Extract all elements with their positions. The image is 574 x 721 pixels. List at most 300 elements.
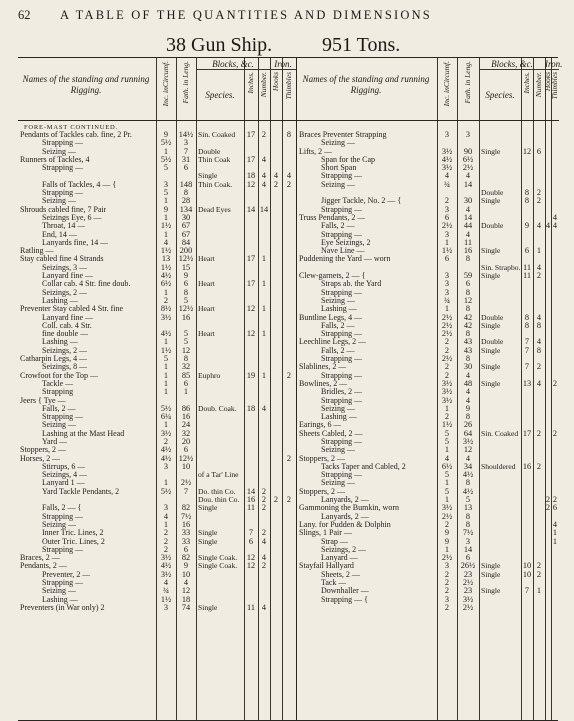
circumference-cell: 2 (444, 337, 450, 347)
length-cell: 43 (463, 337, 473, 347)
length-cell: 4 (465, 229, 471, 239)
table-row (297, 463, 559, 471)
length-cell: 4½ (462, 486, 474, 496)
rigging-name: Seizing — (321, 296, 355, 305)
length-cell: 59 (463, 271, 473, 281)
number-cell: 2 (261, 130, 267, 139)
length-cell: 24 (181, 420, 191, 430)
rigging-name: Shrouds cabled fine, 7 Pair (20, 205, 107, 214)
table-row (297, 222, 559, 230)
circumference-cell: 1 (163, 420, 169, 430)
rigging-name: Lanyard 1 — (42, 479, 85, 488)
number-cell: 2 (536, 461, 542, 471)
table-row (18, 214, 296, 222)
table-row (18, 513, 296, 521)
rigging-name: Buntline Legs, 4 — (299, 313, 363, 322)
circumference-cell: 3½ (160, 312, 172, 322)
number-cell: 4 (536, 312, 542, 322)
length-cell: 8 (465, 354, 471, 364)
length-cell: 4 (183, 578, 189, 588)
length-cell: 8 (465, 329, 471, 339)
table-row (297, 139, 559, 147)
rigging-name: Throat, 14 — (42, 222, 86, 231)
species-cell: Single (481, 587, 501, 596)
table-row (18, 587, 296, 595)
rigging-name: Tacks Taper and Cabled, 2 (321, 462, 406, 471)
circumference-cell: 5 (163, 354, 169, 364)
rigging-name: Inner Tric. Lines, 2 (42, 529, 104, 538)
number-cell: 1 (261, 279, 267, 289)
table-row (18, 239, 296, 247)
circumference-cell: 3 (163, 179, 169, 189)
inches-cell: 12 (246, 304, 256, 314)
inches-cell: 8 (524, 312, 530, 322)
rigging-name: Clew-garnets, 2 — { (299, 272, 366, 281)
rigging-name: Strapping — (321, 330, 363, 339)
rigging-name: Stayfail Hallyard (299, 562, 354, 571)
rigging-name: Seizing — (42, 520, 76, 529)
rigging-name: Strapping — (321, 355, 363, 364)
circumference-cell: 1½ (160, 345, 172, 355)
rigging-name: Lanyards fine, 14 — (42, 238, 109, 247)
rigging-name: Strapping — (42, 189, 84, 198)
length-cell: 7½ (180, 511, 192, 521)
length-cell: 8 (183, 354, 189, 364)
length-cell: 11 (464, 237, 472, 247)
rigging-name: Strapping — (321, 396, 363, 405)
length-cell: 12½ (178, 254, 194, 264)
rigging-name: Falls, 2 — (42, 404, 76, 413)
rigging-name: Seizing — (321, 139, 355, 148)
species-cell: Single (481, 363, 501, 372)
thimbles-cell: 2 (552, 495, 558, 505)
circumference-cell: 3 (444, 229, 450, 239)
length-cell: 7 (183, 146, 189, 156)
circumference-cell: 3½ (441, 378, 453, 388)
species-cell: Single (481, 570, 501, 579)
length-cell: 5 (183, 337, 189, 347)
table-row (297, 247, 559, 255)
table-row (297, 604, 559, 612)
number-cell: 2 (261, 561, 267, 571)
inches-cell: 8 (524, 320, 530, 330)
inches-cell: 7 (248, 528, 254, 538)
species-cell: Euphro (198, 371, 221, 380)
table-row (297, 430, 559, 438)
circumference-cell: 6½ (441, 461, 453, 471)
species-cell: Single (198, 172, 218, 181)
species-cell: Single (481, 147, 501, 156)
number-cell: 2 (261, 495, 267, 505)
circumference-cell: 3 (163, 602, 169, 612)
rigging-name: Preventer Stay cabled 4 Str. fine (20, 305, 124, 314)
length-cell: 28 (181, 196, 191, 206)
table-row (18, 289, 296, 297)
rigging-name: Crowfoot for the Top — (20, 371, 98, 380)
table-row (18, 206, 296, 214)
table-row (297, 571, 559, 579)
rigging-name: Braces, 2 — (20, 554, 60, 563)
number-cell: 4 (261, 403, 267, 413)
rigging-name: Strapping — (321, 205, 363, 214)
number-cell: 1 (536, 246, 542, 256)
length-cell: 32 (181, 428, 191, 438)
table-row (18, 504, 296, 512)
rigging-name: Short Span (321, 164, 357, 173)
thimbles-cell: 4 (286, 171, 292, 181)
table-row (297, 322, 559, 330)
rigging-name: Seizing — (42, 587, 76, 596)
inches-cell: 13 (522, 378, 532, 388)
species-cell: Double (481, 338, 504, 347)
table-row (18, 372, 296, 380)
table-row (297, 596, 559, 604)
number-cell: 14 (259, 204, 269, 214)
species-cell: Double (481, 189, 504, 198)
rigging-name: Stoppers, 2 — (299, 454, 345, 463)
circumference-cell: 5½ (160, 403, 172, 413)
circumference-cell: 3 (444, 287, 450, 297)
table-row (297, 413, 559, 421)
circumference-cell: 3 (444, 271, 450, 281)
rigging-name: Strapping — (321, 437, 363, 446)
table-row (18, 305, 296, 313)
section-label: FORE-MAST CONTINUED. (24, 124, 118, 131)
inches-column-header: Inches. (246, 72, 255, 94)
circumference-cell: 1 (163, 362, 169, 372)
circumference-cell: 2 (444, 345, 450, 355)
number-cell: 8 (536, 320, 542, 330)
hooks-cell: 2 (545, 503, 551, 513)
circumference-cell: 3½ (441, 503, 453, 513)
rigging-name: Pendants of Tackles cab. fine, 2 Pr. (20, 131, 132, 139)
number-cell: 4 (261, 536, 267, 546)
rigging-name: Ratling — (20, 247, 54, 256)
rigging-name: Lashing — (42, 595, 78, 604)
page-title: A TABLE OF THE QUANTITIES AND DIMENSIONS (60, 8, 432, 22)
table-row (297, 148, 559, 156)
rigging-name: fine double — (42, 330, 89, 339)
number-cell: 4 (261, 553, 267, 563)
table-row (297, 338, 559, 346)
rigging-name: End, 14 — (42, 230, 77, 239)
species-column-header: Species. (485, 90, 515, 100)
table-row (297, 521, 559, 529)
circumference-cell: 2 (444, 519, 450, 529)
circumference-cell: 2 (444, 196, 450, 206)
inches-cell: 8 (524, 196, 530, 206)
table-row (297, 529, 559, 537)
table-row (18, 446, 296, 454)
length-cell: 6 (183, 445, 189, 455)
table-row (297, 455, 559, 463)
thimbles-cell: 4 (552, 221, 558, 231)
species-cell: of a Tar' Line (198, 471, 239, 480)
rigging-name: Stirrups, 6 — (42, 462, 86, 471)
table-row (297, 272, 559, 280)
inches-cell: 12 (246, 179, 256, 189)
length-cell: 4 (465, 171, 471, 181)
circumference-cell: 1½ (441, 420, 453, 430)
table-row (297, 330, 559, 338)
left-half-table (18, 58, 296, 720)
circumference-cell: 2 (444, 370, 450, 380)
length-cell: 12 (463, 445, 473, 455)
length-cell: 8 (465, 511, 471, 521)
length-cell: 82 (181, 553, 191, 563)
table-row (297, 438, 559, 446)
table-row (297, 214, 559, 222)
circumference-cell: 6 (444, 254, 450, 264)
inches-cell: 18 (246, 171, 256, 181)
table-row (18, 562, 296, 570)
species-cell: Double (481, 313, 504, 322)
circumference-cell: 1 (163, 146, 169, 156)
hooks-cell: 2 (273, 495, 279, 505)
rigging-name: Lanyard fine — (42, 313, 94, 322)
length-cell: 84 (181, 237, 191, 247)
circumference-cell: 2 (163, 528, 169, 538)
rigging-name: Braces Preventer Strapping (299, 131, 387, 139)
length-cell: 42 (463, 320, 473, 330)
table-row (18, 181, 296, 189)
length-cell: 86 (181, 403, 191, 413)
circumference-cell: 1 (163, 212, 169, 222)
rigging-name: Jigger Tackle, No. 2 — { (321, 197, 402, 206)
circumference-cell: 3 (444, 130, 450, 139)
species-column-header: Species. (205, 90, 235, 100)
species-cell: Heart (198, 330, 215, 339)
circumference-cell: 3½ (441, 395, 453, 405)
inches-column-header: Inches. (522, 72, 531, 94)
circumference-cell: 6½ (160, 279, 172, 289)
rigging-name: Bridles, 2 — (321, 388, 363, 397)
inches-cell: 11 (523, 262, 531, 272)
ship-tonnage: 951 Tons. (322, 34, 401, 56)
length-cell: 16 (181, 519, 191, 529)
circumference-cell: 3 (444, 594, 450, 604)
length-cell: 8 (465, 254, 471, 264)
table-row (297, 197, 559, 205)
header-rule (18, 120, 296, 121)
rigging-name: Seizings, 2 — (42, 346, 88, 355)
length-cell: 16 (181, 412, 191, 422)
circumference-cell: 3½ (160, 553, 172, 563)
table-row (18, 255, 296, 263)
table-row (18, 413, 296, 421)
number-column-header: Number. (259, 72, 268, 98)
rigging-name: Lashing — (42, 296, 78, 305)
length-cell: 32 (181, 362, 191, 372)
table-row (18, 430, 296, 438)
page-number: 62 (18, 8, 31, 22)
circumference-cell: 1 (163, 370, 169, 380)
thimbles-cell: 2 (286, 453, 292, 463)
table-row (297, 397, 559, 405)
table-row (18, 604, 296, 612)
rigging-name: Outer Tric. Lines, 2 (42, 537, 105, 546)
inches-cell: 12 (246, 553, 256, 563)
number-cell: 4 (536, 262, 542, 272)
length-cell: 67 (181, 221, 191, 231)
circumference-cell: 1 (163, 387, 169, 397)
rigging-name: Collar cab. 4 Str. fine doub. (42, 280, 131, 289)
inches-cell: 7 (524, 337, 530, 347)
rigging-name: Lashing at the Mast Head (42, 429, 125, 438)
length-cell: 13 (463, 503, 473, 513)
rigging-name: Falls of Tackles, 4 — { (42, 180, 117, 189)
length-cell: 9 (183, 271, 189, 281)
circumference-cell: ¾ (162, 586, 170, 596)
circumference-cell: 1½ (160, 246, 172, 256)
length-cell: 4½ (462, 470, 474, 480)
rigging-name: Lashing — (321, 413, 357, 422)
length-cell: 8 (465, 478, 471, 488)
circumference-cell: 1 (444, 237, 450, 247)
circumference-cell: 2 (163, 436, 169, 446)
circumference-cell: 1 (163, 337, 169, 347)
inches-cell: 17 (246, 254, 256, 264)
inches-cell: 14 (246, 486, 256, 496)
length-cell: 6 (183, 544, 189, 554)
number-cell: 2 (536, 188, 542, 198)
length-cell: 8 (183, 188, 189, 198)
inches-cell: 6 (248, 536, 254, 546)
circumference-cell: 2½ (441, 221, 453, 231)
circumference-cell: 4½ (160, 271, 172, 281)
rigging-name: Horses, 2 — (20, 454, 61, 463)
rigging-name: Strapping — (321, 371, 363, 380)
thimbles-cell: 2 (286, 370, 292, 380)
rigging-name: Strapping — (321, 471, 363, 480)
thimbles-cell: 4 (552, 212, 558, 222)
length-cell: 26 (463, 420, 473, 430)
circumference-cell: 8½ (160, 304, 172, 314)
species-cell: Heart (198, 305, 215, 314)
rigging-name: Seizing — (42, 197, 76, 206)
circumference-cell: 2 (444, 412, 450, 422)
length-cell: 2½ (462, 578, 474, 588)
rigging-name: Seizing — (321, 180, 355, 189)
inches-cell: 11 (247, 602, 255, 612)
circumference-cell: 4½ (441, 154, 453, 164)
circumference-cell: 2½ (441, 312, 453, 322)
table-row (297, 289, 559, 297)
length-cell: 31 (181, 154, 191, 164)
circumference-cell: 13 (161, 254, 171, 264)
circumference-cell: 4½ (160, 445, 172, 455)
rigging-name: Lanyards, 2 — (321, 496, 369, 505)
table-row (18, 231, 296, 239)
rigging-name: Seizing — (42, 147, 76, 156)
length-cell: 12½ (178, 304, 194, 314)
table-row (18, 347, 296, 355)
rigging-name: Seizing — (321, 479, 355, 488)
table-row (297, 355, 559, 363)
length-cell: 9 (183, 561, 189, 571)
length-cell: 8 (465, 287, 471, 297)
length-cell: 10 (181, 569, 191, 579)
length-cell: 4 (465, 370, 471, 380)
length-cell: 33 (181, 528, 191, 538)
length-cell: 14 (463, 179, 473, 189)
length-cell: 12 (181, 586, 191, 596)
length-cell: 67 (181, 229, 191, 239)
length-cell: 16 (463, 246, 473, 256)
length-cell: 148 (179, 179, 193, 189)
length-cell: 3 (183, 138, 189, 148)
table-row (18, 571, 296, 579)
hooks-cell: 2 (545, 495, 551, 505)
number-cell: 2 (261, 486, 267, 496)
length-cell: 200 (179, 246, 193, 256)
iron-group-header: Iron. (545, 59, 563, 69)
rows-container (18, 131, 296, 612)
length-cell: 14 (463, 544, 473, 554)
species-cell: Single (481, 562, 501, 571)
table-row (297, 314, 559, 322)
table-row (18, 538, 296, 546)
circumference-cell: 1½ (441, 246, 453, 256)
length-cell: 43 (463, 345, 473, 355)
length-cell: 3 (465, 536, 471, 546)
number-column-header: Number. (534, 72, 543, 98)
number-cell: 4 (261, 602, 267, 612)
circ-column-header: Inc. inCircumf. (442, 61, 451, 107)
species-cell: Single (481, 272, 501, 281)
rigging-name: Lashing — (321, 305, 357, 314)
thimbles-column-header: Thimbles (550, 72, 559, 100)
rigging-name: Stay cabled fine 4 Strands (20, 255, 104, 264)
species-cell: Do. thin Co. (198, 487, 236, 496)
rigging-name: Seizings Eye, 6 — (42, 213, 102, 222)
table-row (18, 139, 296, 147)
length-cell: 18 (181, 594, 191, 604)
length-cell: 33 (181, 536, 191, 546)
circumference-cell: 2 (444, 362, 450, 372)
species-cell: Single Coak. (198, 554, 238, 563)
table-row (297, 471, 559, 479)
length-cell: 4 (465, 395, 471, 405)
rigging-name: Preventers (in War only) 2 (20, 603, 105, 612)
table-row (18, 438, 296, 446)
table-row (297, 372, 559, 380)
species-cell: Single (481, 197, 501, 206)
inches-cell: 17 (522, 428, 532, 438)
number-cell: 2 (536, 428, 542, 438)
species-cell: Heart (198, 255, 215, 264)
rigging-name: Strapping — (42, 579, 84, 588)
circumference-cell: 9 (163, 204, 169, 214)
thimbles-cell: 1 (552, 536, 558, 546)
circumference-cell: 1 (163, 229, 169, 239)
number-cell: 1 (261, 370, 267, 380)
length-cell: 10 (181, 461, 191, 471)
circ-column-header: Inc. inCircumf. (161, 61, 170, 107)
length-cell: 8 (465, 519, 471, 529)
thimbles-cell: 2 (552, 378, 558, 388)
number-cell: 8 (536, 345, 542, 355)
inches-cell: 18 (246, 403, 256, 413)
species-cell: Heart (198, 280, 215, 289)
rigging-name: Catharpin Legs, 4 — (20, 355, 88, 364)
inches-cell: 8 (524, 188, 530, 198)
table-row (297, 347, 559, 355)
rigging-name: Leechline Legs, 2 — (299, 338, 367, 347)
length-cell: 30 (181, 212, 191, 222)
table-row (297, 280, 559, 288)
hooks-column-header: Hooks (543, 72, 552, 92)
